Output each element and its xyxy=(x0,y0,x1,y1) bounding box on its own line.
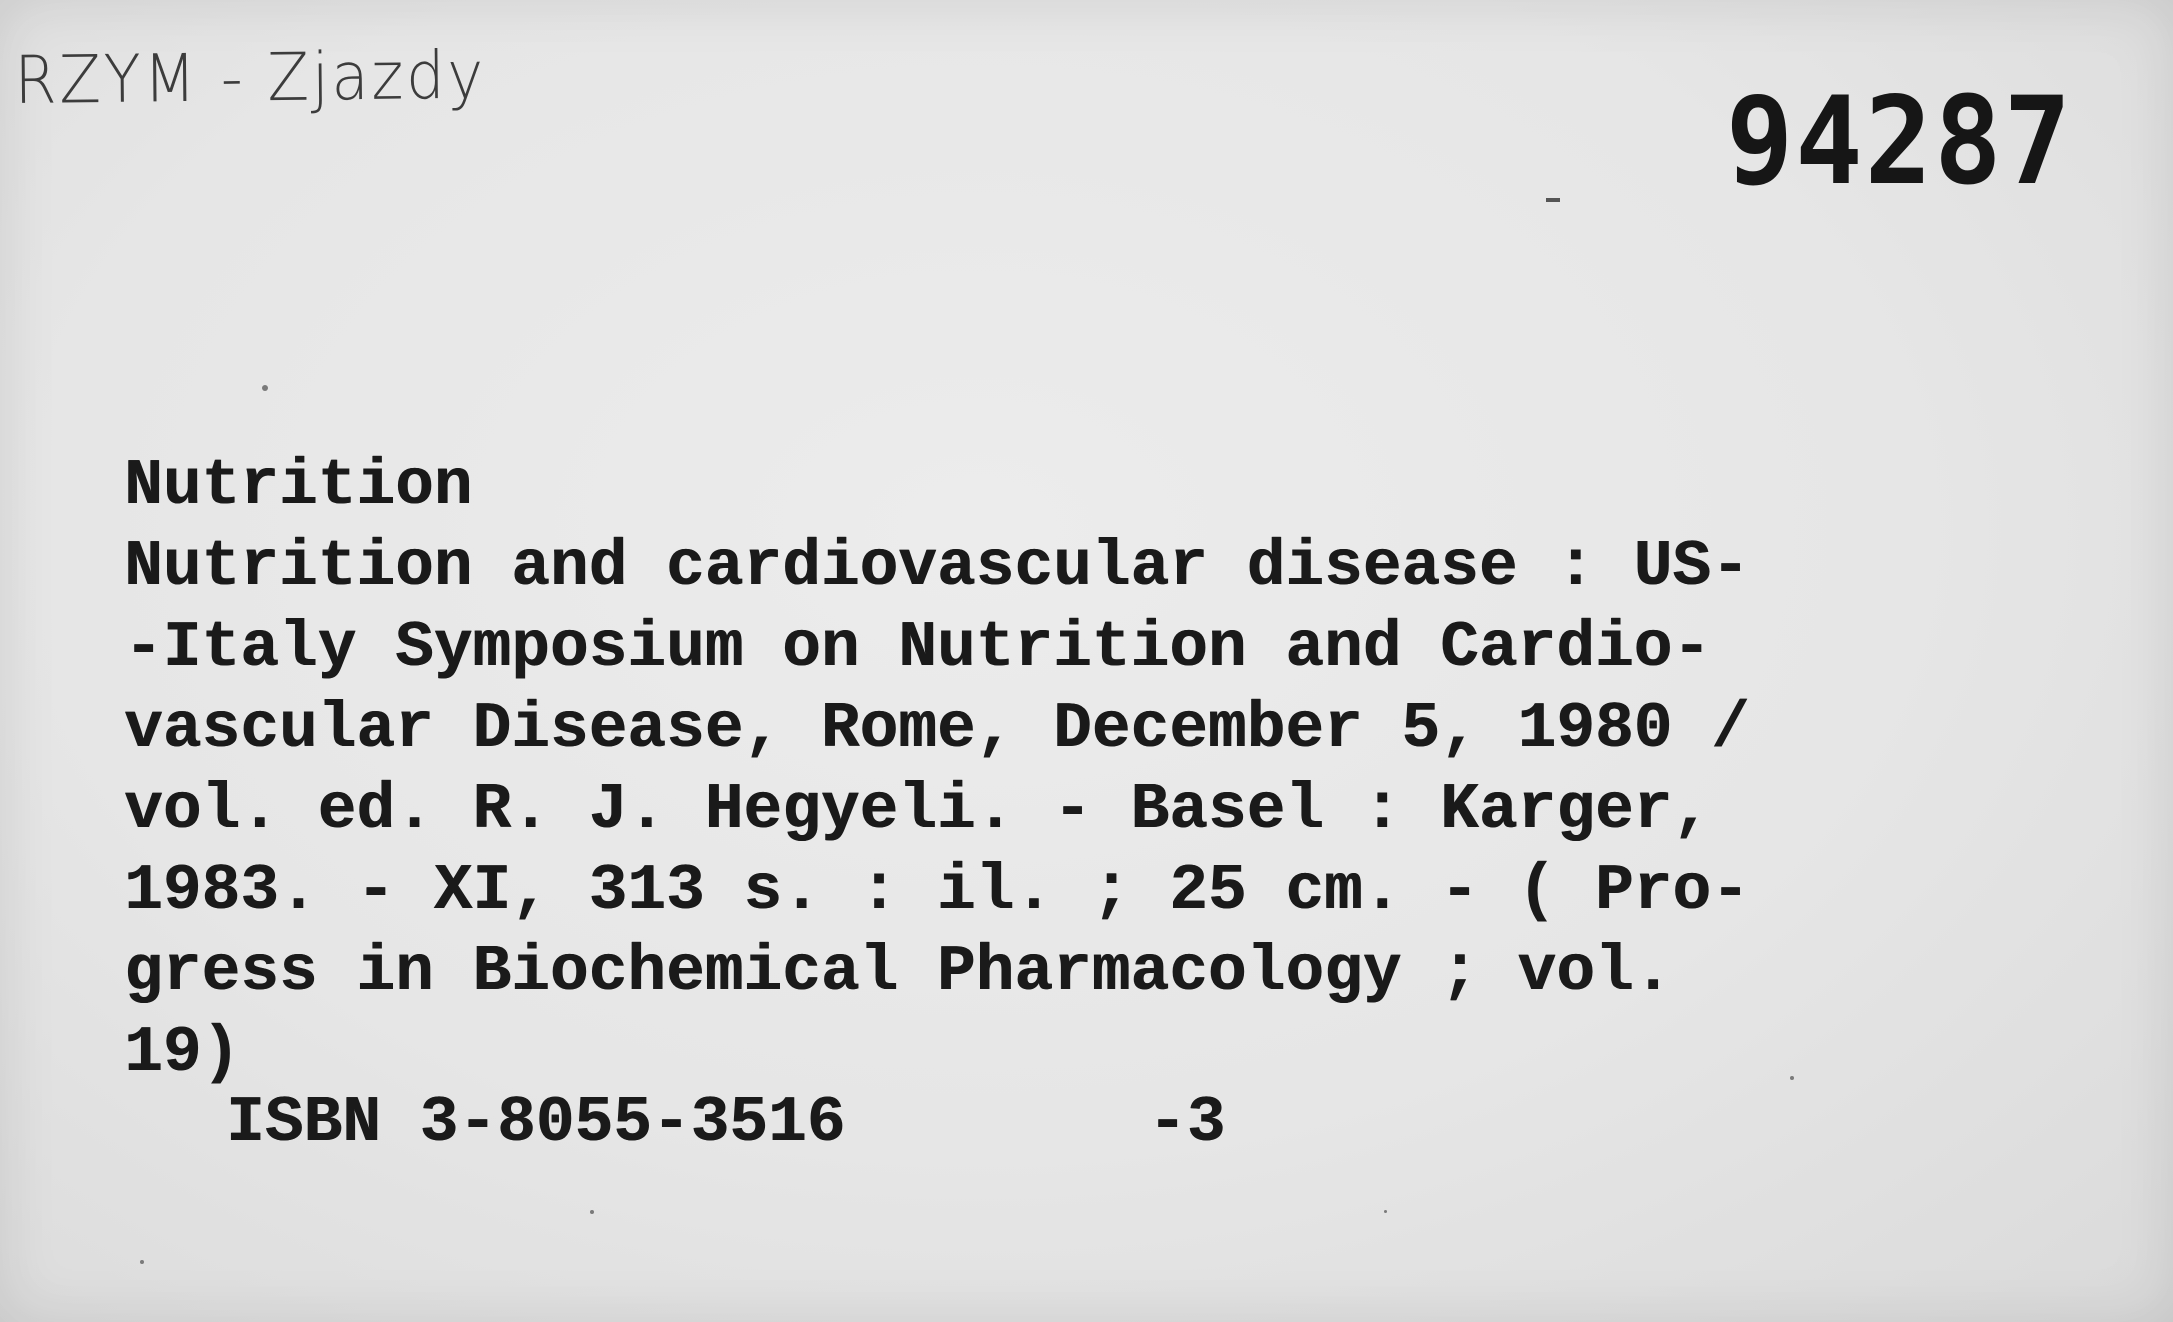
description-line: 19) xyxy=(124,1017,241,1090)
handwritten-heading: RZYM - Zjazdy xyxy=(14,36,487,119)
bibliographic-entry xyxy=(124,446,1750,1094)
description-line: Nutrition and cardiovascular disease : US- xyxy=(124,531,1750,604)
accession-number: 94287 xyxy=(1725,72,2073,213)
description-line: -Italy Symposium on Nutrition and Cardio- xyxy=(124,612,1711,685)
pencil-mark xyxy=(1546,198,1560,202)
description-line: gress in Biochemical Pharmacology ; vol. xyxy=(124,936,1673,1009)
paper-speck xyxy=(590,1210,594,1214)
paper-speck xyxy=(1384,1210,1387,1213)
subject-heading: Nutrition xyxy=(124,450,473,523)
description-line: 1983. - XI, 313 s. : il. ; 25 cm. - ( Pro- xyxy=(124,855,1750,928)
description-line: vascular Disease, Rome, December 5, 1980 / xyxy=(124,693,1750,766)
paper-speck xyxy=(262,385,268,391)
isbn-check-digit: -3 xyxy=(1148,1087,1226,1160)
isbn-number: ISBN 3-8055-3516 xyxy=(226,1087,846,1160)
description-line: vol. ed. R. J. Hegyeli. - Basel : Karger, xyxy=(124,774,1711,847)
paper-speck xyxy=(140,1260,144,1264)
paper-speck xyxy=(1790,1076,1794,1080)
